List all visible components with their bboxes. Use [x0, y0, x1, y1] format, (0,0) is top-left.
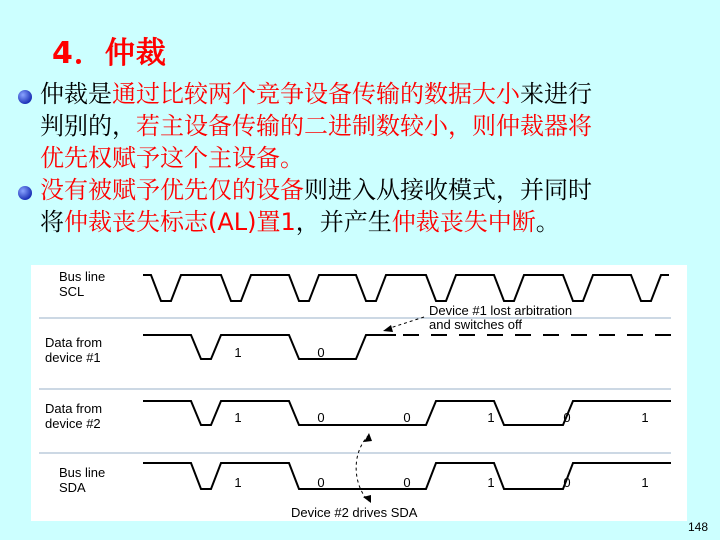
sda-bit-label: 0: [403, 475, 411, 490]
timing-diagram-svg: [31, 265, 687, 521]
dev2-bit-label: 0: [317, 410, 325, 425]
scl-label-line2: SCL: [59, 284, 85, 299]
drives-sda-pointer: [356, 435, 369, 501]
dev1-bit-label: 0: [317, 345, 325, 360]
dev1-bit-label: 1: [234, 345, 242, 360]
sda-bit-label: 1: [641, 475, 649, 490]
sda-label-line2: SDA: [59, 480, 86, 495]
dev2-bit-label: 1: [641, 410, 649, 425]
drives-sda-arrow-down-icon: [363, 495, 371, 503]
lost-arbitration-pointer: [387, 317, 424, 329]
sda-label-line1: Bus line: [59, 465, 106, 480]
text-span: 判别的，: [40, 112, 136, 140]
dev2-bit-label: 1: [234, 410, 242, 425]
drives-sda-annotation: Device #2 drives SDA: [291, 505, 418, 520]
highlight-span: 优先权赋予这个主设备。: [40, 144, 304, 172]
dev1-waveform: [143, 335, 396, 359]
sda-bit-label: 1: [234, 475, 242, 490]
sda-bit-label: 0: [563, 475, 571, 490]
highlight-span: 没有被赋予优先仅的设备: [40, 176, 304, 204]
dev2-label-line2: device #2: [45, 416, 101, 431]
highlight-span: 仲裁丧失中断: [391, 208, 536, 236]
bullet-dot-icon: [18, 186, 32, 200]
dev2-bit-label: 0: [563, 410, 571, 425]
text-span: 将: [40, 208, 64, 236]
text-line: [40, 206, 708, 238]
page-number: 148: [687, 520, 708, 534]
slide-title: 4．仲裁: [52, 36, 167, 71]
lost-arbitration-annotation-line1: Device #1 lost arbitration: [429, 303, 573, 318]
text-span: 来进行: [520, 80, 592, 108]
highlight-span: 若主设备传输的二进制数较小，则仲裁器将: [136, 112, 592, 140]
scl-label-line1: Bus line: [59, 269, 106, 284]
bullet-list: [18, 78, 708, 238]
text-span: 则进入从接收模式，并同时: [304, 176, 592, 204]
dev2-bit-label: 1: [487, 410, 495, 425]
dev1-label-line1: Data from: [45, 335, 103, 350]
lost-arbitration-arrow-icon: [383, 325, 393, 332]
highlight-span: 通过比较两个竞争设备传输的数据大小: [112, 80, 520, 108]
text-line: [40, 142, 708, 174]
text-span: ，并产生: [295, 208, 392, 236]
bullet-dot-icon: [18, 90, 32, 104]
arbitration-timing-diagram: [31, 265, 687, 521]
sda-bit-label: 0: [317, 475, 325, 490]
scl-waveform: [143, 275, 669, 301]
text-line: [40, 174, 708, 206]
dev1-label-line2: device #1: [45, 350, 101, 365]
highlight-span: 仲裁丧失标志(AL)置1: [64, 208, 296, 236]
text-line: [40, 78, 708, 110]
dev2-bit-label: 0: [403, 410, 411, 425]
text-line: [40, 110, 708, 142]
sda-bit-label: 1: [487, 475, 495, 490]
bullet-item-arbitration-rule: [18, 78, 708, 174]
text-span: 仲裁是: [40, 80, 112, 108]
text-span: 。: [535, 208, 560, 236]
lost-arbitration-annotation-line2: and switches off: [429, 317, 522, 332]
drives-sda-arrow-up-icon: [364, 433, 372, 442]
dev2-label-line1: Data from: [45, 401, 103, 416]
bullet-item-lost-device: [18, 174, 708, 238]
